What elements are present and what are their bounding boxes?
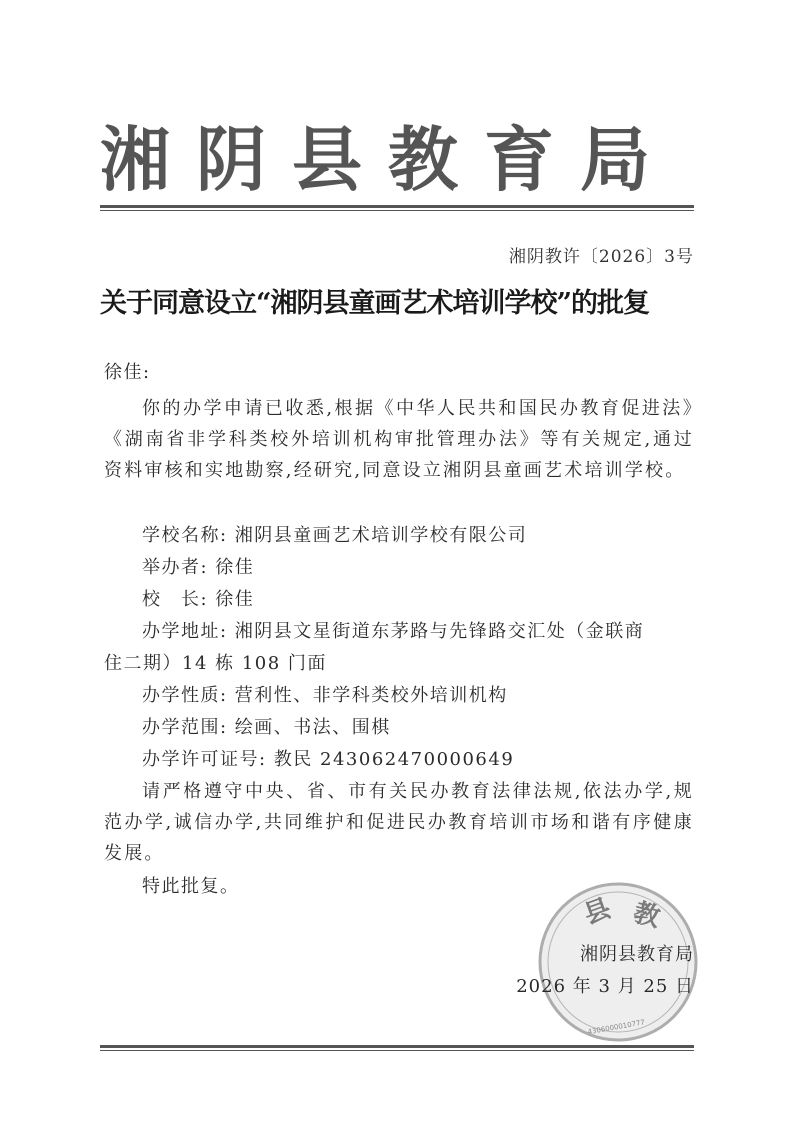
signature-org: 湘阴县教育局 [580,944,694,965]
closing-paragraph: 请严格遵守中央、省、市有关民办教育法律法规,依法办学,规范办学,诚信办学,共同维护和促进民办教育培训市场和谐有序健康发展。 [104,781,694,864]
header-rule [100,205,694,208]
seal-serial: 4306000010777 [587,1018,646,1037]
document-title: 关于同意设立“湘阴县童画艺术培训学校”的批复 [100,288,650,319]
signature-date: 2026 年 3 月 25 日 [516,976,694,997]
nature-line: 办学性质: 营利性、非学科类校外培训机构 [142,685,508,706]
header-org-title: 湘阴县教育局 [100,118,676,201]
address-line-2: 住二期）14 栋 108 门面 [104,653,327,674]
school-name-line: 学校名称: 湘阴县童画艺术培训学校有限公司 [142,525,528,546]
scope-line: 办学范围: 绘画、书法、围棋 [142,717,391,738]
closing-statement: 特此批复。 [142,876,240,897]
salutation: 徐佳: [104,362,151,383]
header-rule-thin [100,210,694,211]
document-body [104,358,694,918]
footer-rule [100,1045,694,1048]
document-number: 湘阴教许〔2026〕3号 [508,247,694,267]
intro-paragraph: 你的办学申请已收悉,根据《中华人民共和国民办教育促进法》《湖南省非学科类校外培训机构审批管理办法》等有关规定,通过资料审核和实地勘察,经研究,同意设立湘阴县童画艺术培训学校。 [104,398,694,481]
principal-line: 校 长: 徐佳 [142,589,255,610]
footer-rule-thin [100,1050,694,1051]
license-line: 办学许可证号: 教民 243062470000649 [142,749,515,770]
seal-char-2: 教 [630,897,664,934]
sponsor-line: 举办者: 徐佳 [142,557,255,578]
address-line-1: 办学地址: 湘阴县文星街道东茅路与先锋路交汇处（金联商 [142,621,645,642]
seal-char-1: 县 [580,893,615,931]
